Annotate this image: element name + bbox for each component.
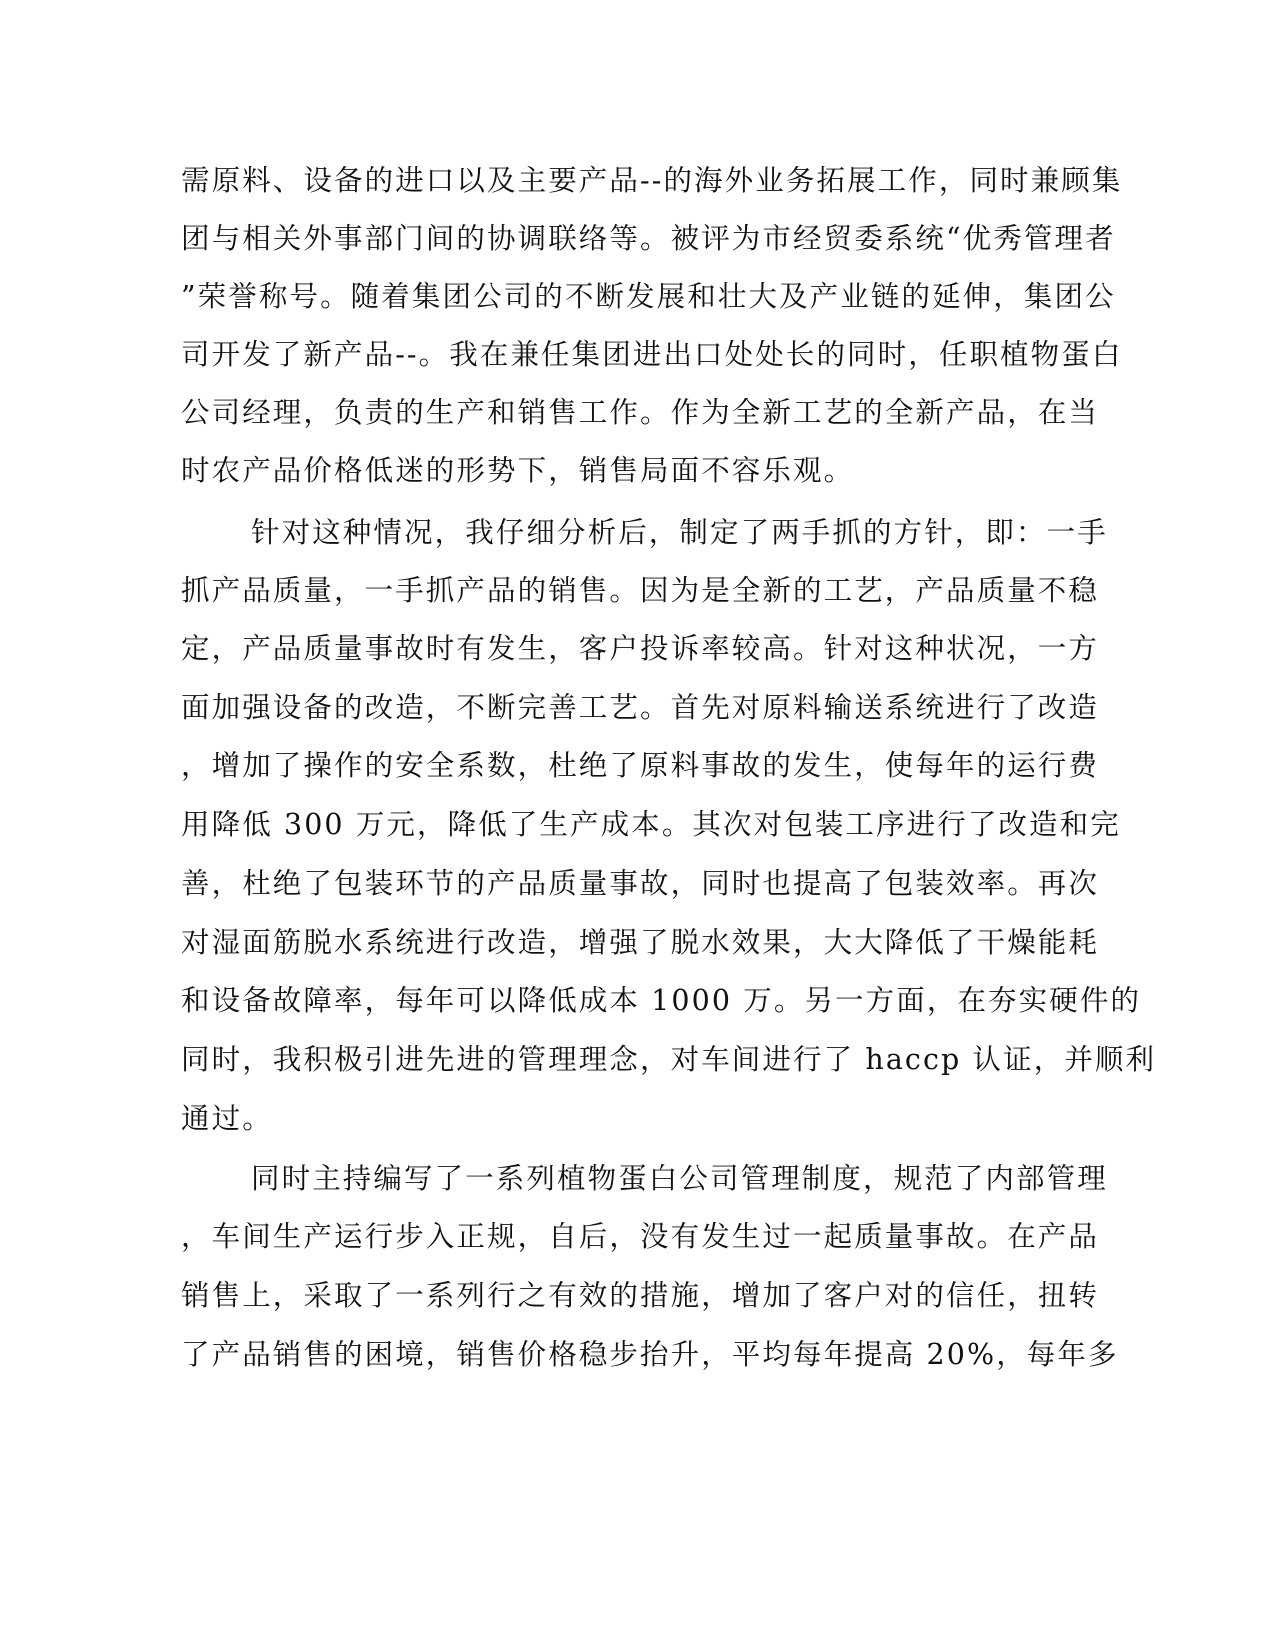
- paragraph-1-line-6: 时农产品价格低迷的形势下，销售局面不容乐观。: [181, 454, 855, 487]
- paragraph-2-line-5: ，增加了操作的安全系数，杜绝了原料事故的发生，使每年的运行费: [181, 749, 1100, 782]
- paragraph-2-line-4: 面加强设备的改造，不断完善工艺。首先对原料输送系统进行了改造: [181, 691, 1100, 724]
- paragraph-2-line-10: 同时，我积极引进先进的管理理念，对车间进行了 haccp 认证，并顺利: [181, 1043, 1157, 1076]
- paragraph-2-line-11: 通过。: [181, 1102, 273, 1135]
- paragraph-1-line-1: 需原料、设备的进口以及主要产品--的海外业务拓展工作，同时兼顾集: [181, 164, 1123, 197]
- paragraph-2-line-1: 针对这种情况，我仔细分析后，制定了两手抓的方针，即：一手: [251, 516, 1108, 549]
- paragraph-2-line-7: 善，杜绝了包装环节的产品质量事故，同时也提高了包装效率。再次: [181, 867, 1100, 900]
- paragraph-1-line-5: 公司经理，负责的生产和销售工作。作为全新工艺的全新产品，在当: [181, 396, 1100, 429]
- paragraph-2-line-2: 抓产品质量，一手抓产品的销售。因为是全新的工艺，产品质量不稳: [181, 574, 1100, 607]
- paragraph-3-line-4: 了产品销售的困境，销售价格稳步抬升，平均每年提高 20%，每年多: [181, 1338, 1119, 1371]
- paragraph-2-line-3: 定，产品质量事故时有发生，客户投诉率较高。针对这种状况，一方: [181, 632, 1100, 665]
- paragraph-3-line-3: 销售上，采取了一系列行之有效的措施，增加了客户对的信任，扭转: [181, 1279, 1100, 1312]
- paragraph-2-line-6: 用降低 300 万元，降低了生产成本。其次对包装工序进行了改造和完: [181, 808, 1121, 841]
- paragraph-3-line-1: 同时主持编写了一系列植物蛋白公司管理制度，规范了内部管理: [251, 1162, 1108, 1195]
- paragraph-2-line-8: 对湿面筋脱水系统进行改造，增强了脱水效果，大大降低了干燥能耗: [181, 926, 1100, 959]
- paragraph-2-line-9: 和设备故障率，每年可以降低成本 1000 万。另一方面，在夯实硬件的: [181, 984, 1142, 1017]
- paragraph-1-line-3: ”荣誉称号。随着集团公司的不断发展和壮大及产业链的延伸，集团公: [181, 280, 1116, 313]
- paragraph-1-line-2: 团与相关外事部门间的协调联络等。被评为市经贸委系统“优秀管理者: [181, 222, 1116, 255]
- paragraph-1-line-4: 司开发了新产品--。我在兼任集团进出口处处长的同时，任职植物蛋白: [181, 338, 1123, 371]
- paragraph-3-line-2: ，车间生产运行步入正规，自后，没有发生过一起质量事故。在产品: [181, 1220, 1100, 1253]
